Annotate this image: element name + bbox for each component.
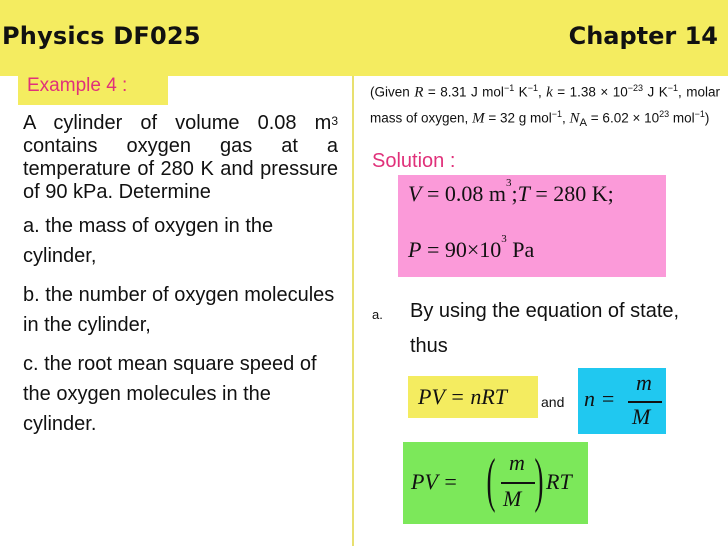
known-values-box [398, 175, 666, 277]
solution-label: Solution : [372, 150, 456, 172]
fraction-numerator: m [509, 450, 525, 475]
given-exp: 23 [659, 108, 670, 119]
equation-pressure [408, 233, 535, 263]
formula-rhs: RT [546, 469, 572, 494]
eq-var: P [408, 237, 422, 262]
eq-value: = 90×10 [421, 237, 502, 262]
given-exp: −23 [627, 83, 644, 93]
given-r-symbol: R [414, 84, 424, 101]
fraction-bar [628, 401, 662, 403]
given-m-value: = 32 g mol [484, 110, 552, 125]
step-text: By using the equation of state, thus [410, 300, 680, 357]
step-marker: a. [372, 307, 383, 322]
given-exp: −1 [527, 83, 538, 93]
given-r-unit: K [514, 84, 528, 100]
course-title: Physics DF025 [2, 22, 201, 50]
given-na-symbol: N [569, 110, 580, 126]
equation-of-state-box: PV = nRT [408, 376, 538, 418]
eq-value: = 280 K; [529, 181, 614, 206]
given-k-unit: J K [643, 84, 668, 100]
eq-var: T [517, 181, 530, 206]
task-b: b. the number of oxygen molecules in the cylinder, [23, 284, 335, 336]
given-na-subscript: A [579, 116, 588, 129]
eq-var: V [408, 181, 422, 206]
given-m-symbol: M [472, 110, 485, 126]
equation-volume-temperature [408, 177, 614, 207]
combined-equation-box [403, 442, 588, 524]
given-exp: −1 [503, 83, 515, 93]
column-divider [352, 76, 354, 546]
example-label: Example 4 : [18, 67, 168, 105]
given-close: ) [704, 110, 710, 125]
given-constants [370, 78, 720, 134]
problem-column [23, 112, 338, 448]
fraction-denominator: M [632, 404, 651, 429]
eq-sep: ; [511, 181, 518, 206]
given-k-value: = 1.38 × 10 [552, 84, 628, 100]
moles-formula-box [578, 368, 666, 434]
task-a: a. the mass of oxygen in the cylinder, [23, 215, 274, 267]
formula-lhs: n = [584, 386, 616, 411]
and-connector: and [541, 394, 565, 410]
given-sep: , molar mass of oxygen, [370, 84, 720, 125]
given-exp: −1 [551, 108, 562, 119]
eq-value: = 0.08 m [421, 181, 506, 206]
given-sep: , [537, 84, 547, 100]
right-paren: ) [534, 447, 544, 513]
problem-statement [23, 112, 338, 204]
problem-text-rest: contains oxygen gas at a temperature of 280 K and pressure of 90 kPa. Determine [23, 135, 338, 203]
given-open: (Given [370, 84, 415, 100]
given-exp: −1 [694, 108, 705, 119]
slide-header [0, 0, 728, 76]
problem-unit-exponent: 3 [331, 114, 338, 128]
given-k-symbol: k [546, 84, 553, 101]
given-na-value: = 6.02 × 10 [587, 110, 660, 125]
left-paren: ( [486, 447, 496, 513]
given-na-unit: mol [669, 110, 695, 125]
fraction-denominator: M [503, 486, 522, 511]
chapter-title: Chapter 14 [568, 22, 718, 50]
given-r-value: = 8.31 J mol [423, 84, 504, 100]
problem-text: A cylinder of volume 0.08 m [23, 112, 332, 134]
fraction-numerator: m [636, 370, 652, 395]
given-sep: , [562, 110, 570, 125]
eq-unit: Pa [506, 237, 535, 262]
fraction-bar [501, 482, 535, 484]
task-c: c. the root mean square speed of the oxygen molecules in the cylinder. [23, 353, 317, 435]
task-list [23, 211, 338, 439]
eq-exp: 3 [501, 233, 507, 245]
eq-exp: 3 [505, 177, 512, 189]
formula-lhs: PV = [411, 469, 458, 494]
given-exp: −1 [667, 83, 679, 93]
